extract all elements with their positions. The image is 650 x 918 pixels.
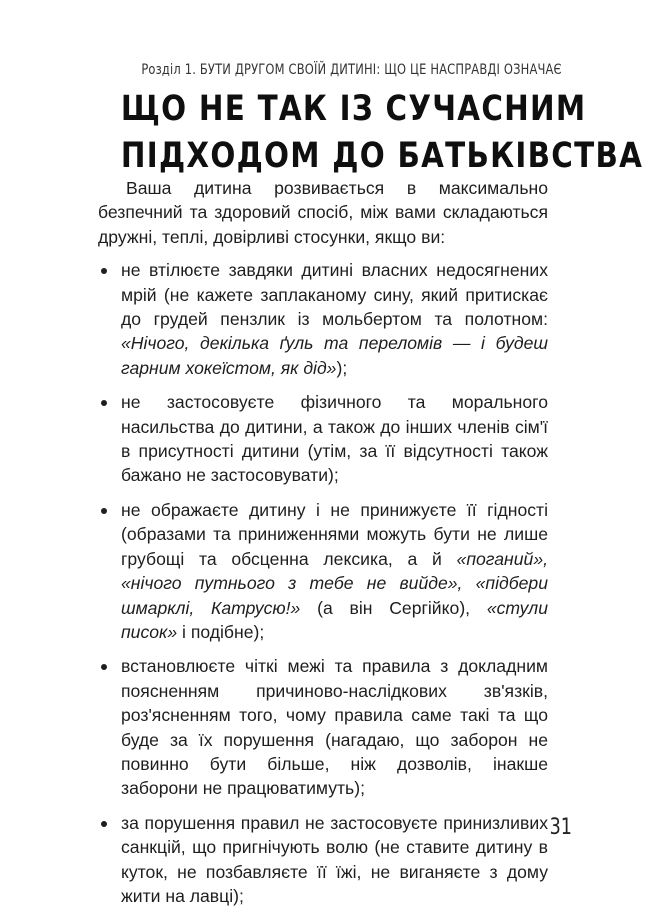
bullet-text: (а він Сергійко),	[300, 597, 487, 618]
section-title-line-2: ПІДХОДОМ ДО БАТЬКІВСТВА	[120, 136, 644, 176]
bullet-item	[98, 811, 548, 909]
bullet-text: встановлюєте чіткі межі та правила з докладним поясненням причиново-наслідкових зв'язків, роз'ясненням того, чому правила саме такі та що буде за їх порушення (нагадаю, що заборон не повинно бути більше, ніж дозволів, інакше заборони не працюватимуть);	[121, 656, 548, 799]
bullet-text: );	[336, 357, 348, 378]
bullet-item	[98, 258, 548, 380]
bullet-item	[98, 390, 548, 488]
bullet-icon	[101, 821, 107, 827]
bullet-icon	[101, 664, 107, 670]
bullet-text: за порушення правил не застосовуєте принизливих санкцій, що пригнічують волю (не ставите дитину в куток, не позбавляєте її їжі, не виганяєте з дому жити на лавці);	[121, 812, 548, 906]
bullet-quote: «стули писок»	[121, 597, 548, 642]
bullet-text: не ображаєте дитину і не принижуєте її гідності (образами та приниженнями можуть бути не лише грубощі та обсценна лексика, а й	[121, 499, 548, 569]
bullet-text: і подібне);	[177, 621, 265, 642]
section-title	[82, 86, 644, 180]
running-head: Розділ 1. БУТИ ДРУГОМ СВОЇЙ ДИТИНІ: ЩО ЦЕ НАСПРАВДІ ОЗНАЧАЄ	[141, 62, 562, 78]
bullet-text: не втілюєте завдяки дитині власних недосягнених мрій (не кажете заплаканому сину, який притискає до грудей пензлик із мольбертом та полотном:	[121, 260, 548, 330]
bullet-quote: «Нічого, декілька ґуль та переломів — і будеш гарним хокеїстом, як дід»	[121, 333, 548, 378]
bullet-quote: «поганий», «нічого путнього з тебе не вийде», «підбери шмарклі, Катрусю!»	[121, 548, 548, 618]
body-text	[98, 176, 548, 918]
bullet-list	[98, 258, 548, 908]
bullet-item	[98, 498, 548, 644]
bullet-text: не застосовуєте фізичного та морального насильства до дитини, а також до інших членів сім'ї в присутності дитини (утім, за її відсутності також бажано не застосовувати);	[121, 392, 548, 486]
bullet-icon	[101, 400, 107, 406]
intro-paragraph: Ваша дитина розвивається в максимально безпечний та здоровий спосіб, між вами складаються дружні, теплі, довірливі стосунки, якщо ви:	[98, 178, 548, 247]
bullet-icon	[101, 268, 107, 274]
bullet-icon	[101, 508, 107, 514]
section-title-line-1: ЩО НЕ ТАК ІЗ СУЧАСНИМ	[120, 89, 587, 129]
bullet-item	[98, 654, 548, 800]
page-number: 31	[549, 815, 572, 840]
